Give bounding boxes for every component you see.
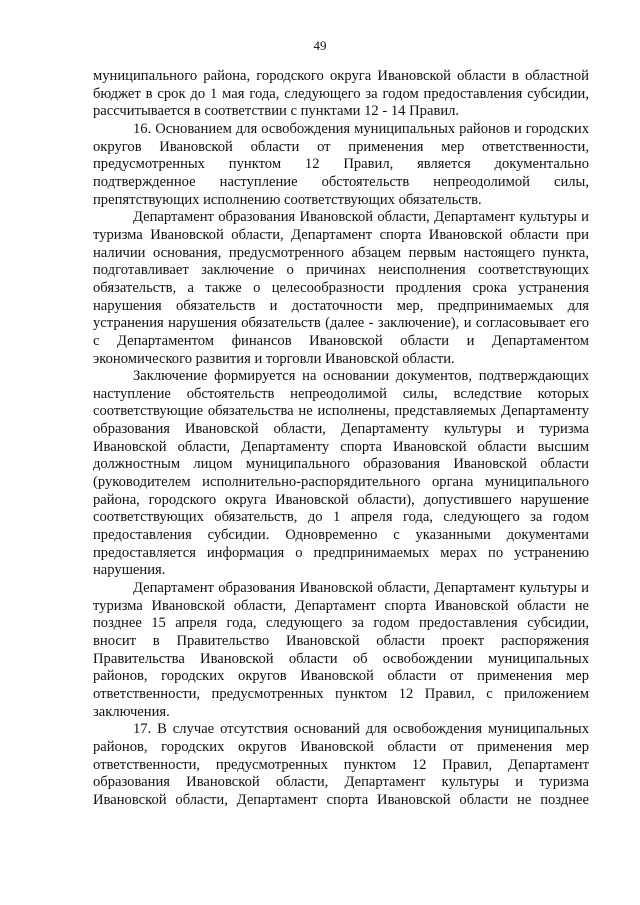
paragraph-conclusion-basis: Заключение формируется на основании документов, подтверждающих наступление обстоятельств непреодолимой силы, вследствие которых соответствующие обязательства не исполнены, представляемых Департаменту образования Ивановской области, Департаменту культуры и туризма Ивановской области, Департаменту спорта Ивановской области высшим должностным лицом муниципального образования Ивановской области (руководителем исполнительно-распорядительного органа муниципального района, городского округа Ивановской области), допустившего нарушение соответствующих обязательств, до 1 апреля года, следующего за годом предоставления субсидии. Одновременно с указанными документами предоставляется информация о предпринимаемых мерах по устранению нарушения. bbox=[93, 368, 589, 579]
page-body bbox=[93, 68, 589, 810]
paragraph-continuation: муниципального района, городского округа Ивановской области в областной бюджет в срок до 1 мая года, следующего за годом предоставления субсидии, рассчитывается в соответствии с пунктами 12 - 14 Правил. bbox=[93, 68, 589, 120]
paragraph-item-16: 16. Основанием для освобождения муниципальных районов и городских округов Ивановской области от применения мер ответственности, предусмотренных пунктом 12 Правил, является документально подтвержденное наступление обстоятельств непреодолимой силы, препятствующих исполнению соответствующих обязательств. bbox=[93, 120, 589, 208]
page-number: 49 bbox=[313, 38, 327, 53]
paragraph-government-draft: Департамент образования Ивановской области, Департамент культуры и туризма Ивановской области, Департамент спорта Ивановской области не позднее 15 апреля года, следующего за годом предоставления субсидии, вносит в Правительство Ивановской области проект распоряжения Правительства Ивановской области об освобождении муниципальных районов, городских округов Ивановской области от применения мер ответственности, предусмотренных пунктом 12 Правил, с приложением заключения. bbox=[93, 580, 589, 720]
paragraph-item-17: 17. В случае отсутствия оснований для освобождения муниципальных районов, городских округов Ивановской области от применения мер ответственности, предусмотренных пунктом 12 Правил, Департамент образования Ивановской области, Департамент культуры и туризма Ивановской области, Департамент спорта Ивановской области не позднее bbox=[93, 721, 589, 808]
paragraph-departments-conclusion: Департамент образования Ивановской области, Департамент культуры и туризма Ивановской области, Департамент спорта Ивановской области при наличии основания, предусмотренного абзацем первым настоящего пункта, подготавливает заключение о причинах неисполнения соответствующих обязательств, а также о целесообразности продления срока устранения нарушения обязательств и достаточности мер, предпринимаемых для устранения нарушения обязательств (далее - заключение), и согласовывает его с Департаментом финансов Ивановской области и Департаментом экономического развития и торговли Ивановской области. bbox=[93, 209, 589, 367]
